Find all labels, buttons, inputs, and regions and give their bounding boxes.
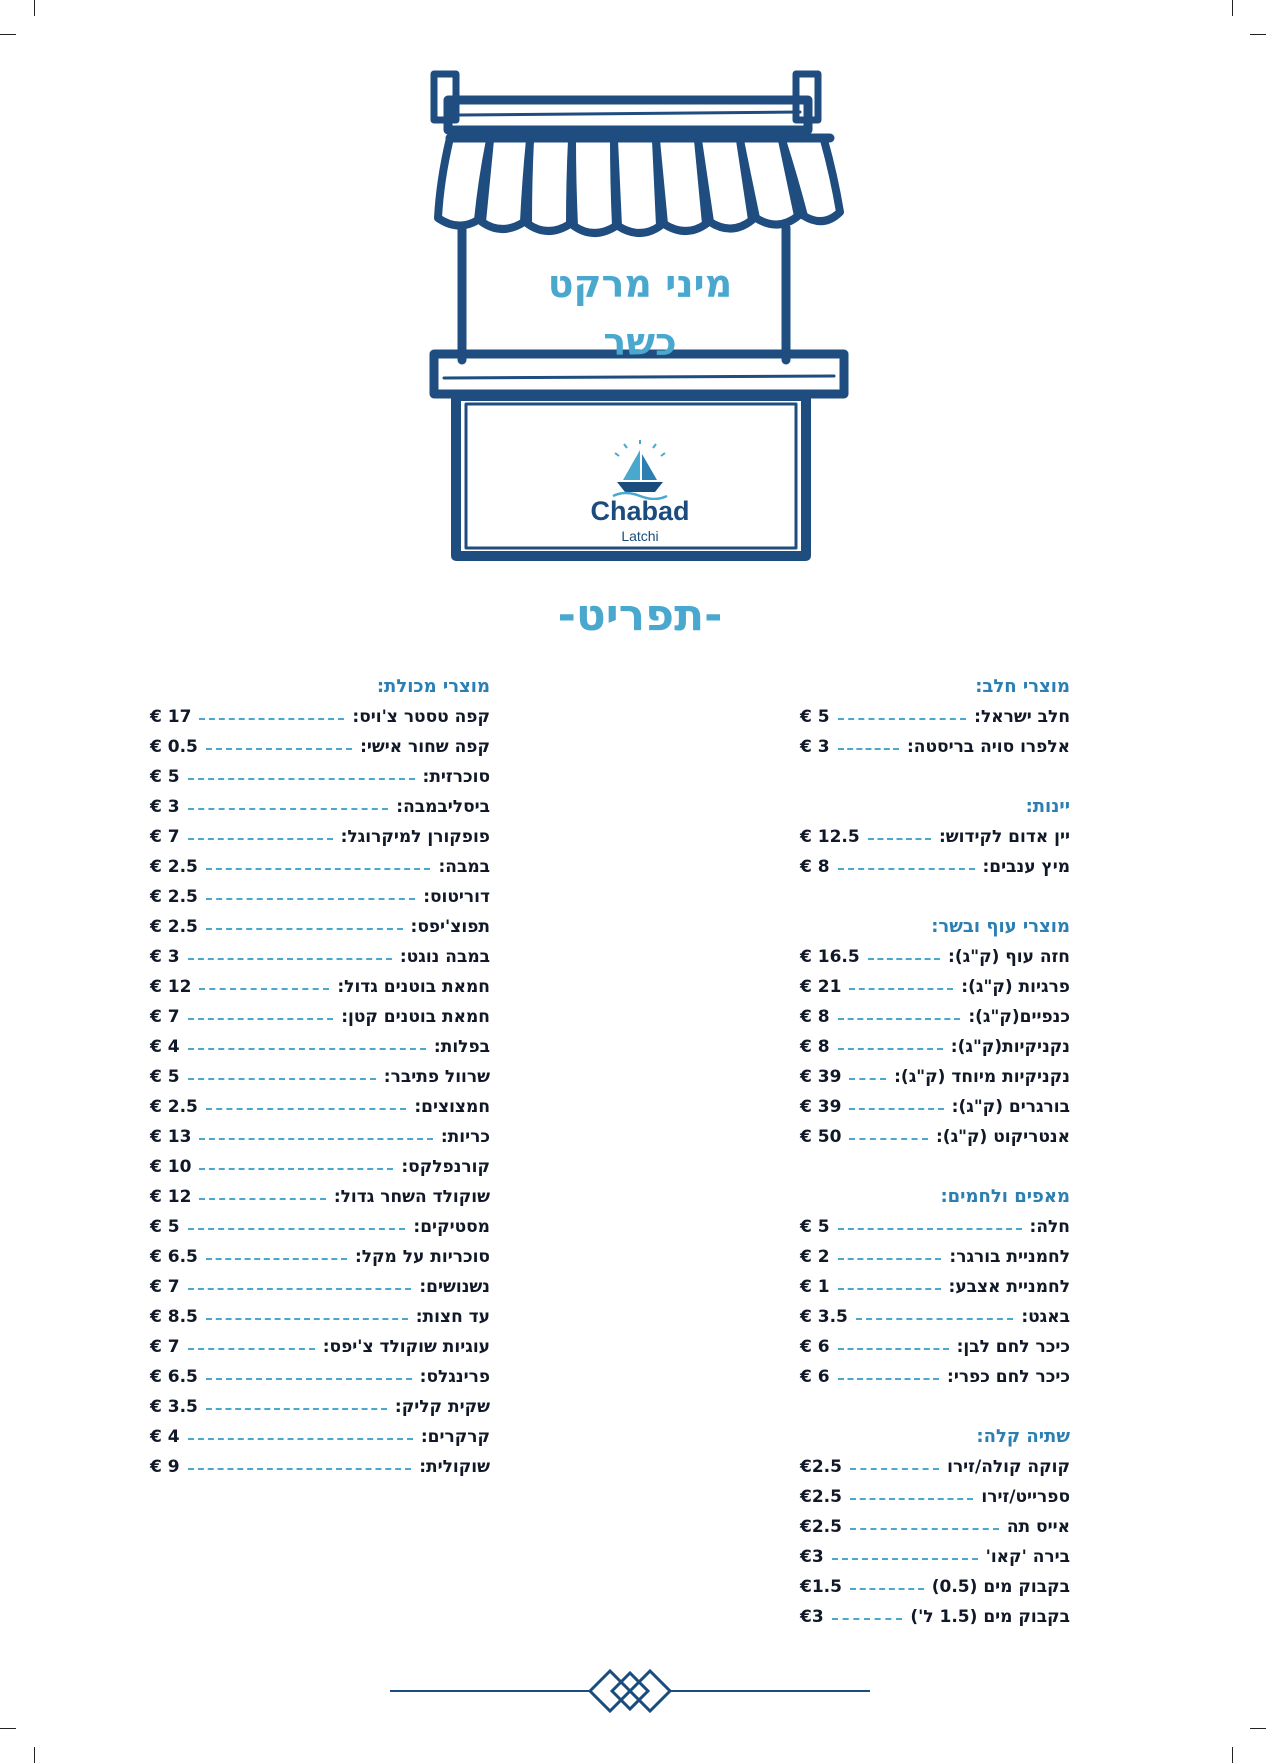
dotted-leader	[188, 838, 333, 840]
menu-item-name: כנפיים(ק"ג):	[968, 1007, 1070, 1027]
menu-item-price: € 3	[150, 797, 180, 817]
menu-item	[800, 1482, 1070, 1512]
menu-item	[800, 1002, 1070, 1032]
menu-item-name: בורגרים (ק"ג):	[951, 1097, 1070, 1117]
menu-item-name: חזה עוף (ק"ג):	[948, 947, 1070, 967]
dotted-leader	[206, 1318, 408, 1320]
menu-item-name: חמאת בוטנים גדול:	[337, 977, 490, 997]
menu-item	[800, 942, 1070, 972]
dotted-leader	[188, 1348, 315, 1350]
menu-item-price: € 39	[800, 1097, 842, 1117]
section-gap	[800, 882, 1070, 912]
menu-item-price: €2.5	[800, 1457, 842, 1477]
menu-item-price: € 3	[150, 947, 180, 967]
menu-item-name: פרינגלס:	[419, 1367, 490, 1387]
menu-item-price: € 7	[150, 1277, 180, 1297]
menu-item	[150, 942, 490, 972]
menu-item-price: € 13	[150, 1127, 192, 1147]
menu-item	[800, 822, 1070, 852]
menu-column-right	[800, 672, 1070, 1632]
menu-item-price: € 7	[150, 1337, 180, 1357]
menu-item	[800, 1092, 1070, 1122]
menu-item	[150, 912, 490, 942]
menu-item	[150, 1422, 490, 1452]
menu-item-name: אלפרו סויה בריסטה:	[906, 737, 1070, 757]
menu-item	[150, 702, 490, 732]
menu-item	[150, 882, 490, 912]
dotted-leader	[188, 808, 389, 810]
menu-item-price: € 4	[150, 1037, 180, 1057]
menu-item	[800, 1542, 1070, 1572]
dotted-leader	[849, 988, 953, 990]
menu-item	[150, 1062, 490, 1092]
menu-item	[150, 1092, 490, 1122]
menu-item	[150, 1152, 490, 1182]
menu-item-price: € 8	[800, 1007, 830, 1027]
menu-item-name: בירה 'קאו'	[985, 1547, 1070, 1567]
menu-item-name: שוקולד השחר גדול:	[333, 1187, 490, 1207]
menu-item-price: € 21	[800, 977, 842, 997]
menu-item-price: € 2.5	[150, 857, 198, 877]
menu-item-price: € 3.5	[800, 1307, 848, 1327]
dotted-leader	[188, 958, 392, 960]
menu-item-name: מיץ ענבים:	[982, 857, 1070, 877]
menu-item	[800, 1362, 1070, 1392]
dotted-leader	[838, 1018, 961, 1020]
menu-item	[150, 1452, 490, 1482]
menu-item-price: € 0.5	[150, 737, 198, 757]
menu-item-price: €3	[800, 1607, 824, 1627]
menu-item-name: כיכר לחם לבן:	[956, 1337, 1070, 1357]
menu-item-name: עוגיות שוקולד צ'יפס:	[322, 1337, 490, 1357]
section-title: מאפים ולחמים:	[940, 1186, 1070, 1207]
menu-item-name: סוכריות על מקל:	[354, 1247, 490, 1267]
section-title: מוצרי מכולת:	[376, 676, 490, 697]
section-title: יינות:	[1025, 796, 1070, 817]
menu-item-price: € 5	[150, 1217, 180, 1237]
menu-item	[800, 972, 1070, 1002]
menu-item-name: כיכר לחם כפרי:	[947, 1367, 1070, 1387]
menu-item-price: € 6.5	[150, 1367, 198, 1387]
dotted-leader	[206, 1108, 406, 1110]
dotted-leader	[838, 718, 967, 720]
shop-title-line2: כשר	[603, 320, 677, 364]
menu-item-name: אייס תה	[1006, 1517, 1070, 1537]
menu-item-name: ספרייט/זירו	[981, 1487, 1070, 1507]
menu-item-price: € 39	[800, 1067, 842, 1087]
menu-item-price: €1.5	[800, 1577, 842, 1597]
menu-item-price: € 8.5	[150, 1307, 198, 1327]
menu-item-name: קפה טסטר צ'ויס:	[352, 707, 490, 727]
menu-item	[150, 762, 490, 792]
menu-item	[800, 1572, 1070, 1602]
dotted-leader	[838, 868, 975, 870]
dotted-leader	[849, 1108, 943, 1110]
menu-item	[150, 1212, 490, 1242]
dotted-leader	[856, 1318, 1013, 1320]
menu-item-name: פרגיות (ק"ג):	[961, 977, 1070, 997]
dotted-leader	[188, 1438, 413, 1440]
menu-item-name: בקבוק מים (1.5 ל')	[910, 1607, 1070, 1627]
menu-item	[800, 1332, 1070, 1362]
dotted-leader	[832, 1618, 903, 1620]
menu-item-price: € 5	[150, 1067, 180, 1087]
menu-item	[800, 1032, 1070, 1062]
dotted-leader	[206, 868, 431, 870]
crop-mark	[0, 34, 16, 35]
menu-item-price: € 1	[800, 1277, 830, 1297]
menu-item-price: € 2	[800, 1247, 830, 1267]
menu-item-price: € 10	[150, 1157, 192, 1177]
menu-item-name: נקניקיות(ק"ג):	[950, 1037, 1070, 1057]
menu-item-name: לחמניית אצבע:	[948, 1277, 1070, 1297]
menu-item-price: € 16.5	[800, 947, 860, 967]
menu-item-name: נשנושים:	[419, 1277, 490, 1297]
menu-item-name: באגט:	[1021, 1307, 1070, 1327]
crop-mark	[0, 1728, 16, 1729]
menu-item	[150, 1302, 490, 1332]
menu-item-name: מסטיקים:	[413, 1217, 490, 1237]
dotted-leader	[206, 748, 352, 750]
menu-item-name: חלב ישראל:	[974, 707, 1070, 727]
menu-item-price: € 2.5	[150, 917, 198, 937]
menu-item-name: שרוול פתיבר:	[383, 1067, 490, 1087]
menu-item-name: קוקה קולה/זירו	[947, 1457, 1070, 1477]
menu-item-name: לחמניית בורגר:	[949, 1247, 1070, 1267]
dotted-leader	[199, 1198, 325, 1200]
menu-item-price: € 6.5	[150, 1247, 198, 1267]
menu-item-name: דוריטוס:	[423, 887, 490, 907]
menu-item-price: € 2.5	[150, 1097, 198, 1117]
menu-item-name: קפה שחור אישי:	[360, 737, 490, 757]
menu-item	[800, 852, 1070, 882]
dotted-leader	[188, 1468, 412, 1470]
menu-item-price: € 8	[800, 857, 830, 877]
crop-mark	[1250, 34, 1266, 35]
menu-item-name: ביסליבמבה:	[396, 797, 490, 817]
dotted-leader	[850, 1528, 999, 1530]
menu-item-price: € 3.5	[150, 1397, 198, 1417]
menu-item	[150, 822, 490, 852]
dotted-leader	[199, 1138, 432, 1140]
dotted-leader	[188, 1288, 412, 1290]
menu-item	[800, 1512, 1070, 1542]
menu-item	[150, 1332, 490, 1362]
dotted-leader	[206, 898, 415, 900]
menu-item	[800, 1122, 1070, 1152]
menu-item-name: כריות:	[440, 1127, 490, 1147]
dotted-leader	[849, 1138, 928, 1140]
dotted-leader	[206, 1258, 347, 1260]
menu-item-name: קורנפלקס:	[401, 1157, 490, 1177]
menu-item	[800, 1452, 1070, 1482]
section-title: מוצרי חלב:	[975, 676, 1070, 697]
menu-item-name: פופקורן למיקרוגל:	[340, 827, 490, 847]
menu-item	[150, 1182, 490, 1212]
menu-item-price: € 17	[150, 707, 192, 727]
dotted-leader	[838, 1378, 939, 1380]
crop-mark	[1232, 1747, 1233, 1763]
crop-mark	[34, 0, 35, 16]
menu-item	[150, 1362, 490, 1392]
menu-item-price: € 5	[800, 707, 830, 727]
shop-title-line1: מיני מרקט	[547, 262, 733, 306]
dotted-leader	[206, 1378, 412, 1380]
menu-item-price: € 8	[800, 1037, 830, 1057]
menu-item-price: € 4	[150, 1427, 180, 1447]
menu-item	[800, 702, 1070, 732]
section-gap	[800, 762, 1070, 792]
dotted-leader	[868, 838, 931, 840]
menu-item-name: עד חצות:	[415, 1307, 490, 1327]
dotted-leader	[206, 928, 403, 930]
dotted-leader	[188, 778, 415, 780]
menu-item-price: € 6	[800, 1337, 830, 1357]
menu-item	[150, 1272, 490, 1302]
dotted-leader	[188, 1228, 406, 1230]
dotted-leader	[838, 1228, 1022, 1230]
menu-item-name: חלה:	[1029, 1217, 1070, 1237]
section-title: מוצרי עוף ובשר:	[931, 916, 1070, 937]
dotted-leader	[850, 1588, 924, 1590]
menu-section	[800, 792, 1070, 882]
dotted-leader	[838, 1348, 949, 1350]
menu-item	[150, 972, 490, 1002]
menu-item-price: € 6	[800, 1367, 830, 1387]
menu-item-price: € 7	[150, 827, 180, 847]
menu-title: -תפריט-	[557, 590, 723, 641]
menu-item-price: €3	[800, 1547, 824, 1567]
menu-item-price: € 50	[800, 1127, 842, 1147]
menu-item-name: קרקרים:	[420, 1427, 490, 1447]
menu-item	[800, 732, 1070, 762]
dotted-leader	[850, 1468, 939, 1470]
dotted-leader	[838, 748, 899, 750]
menu-item-price: € 12	[150, 977, 192, 997]
menu-item-name: במבה:	[438, 857, 490, 877]
menu-item	[150, 1392, 490, 1422]
menu-item	[800, 1242, 1070, 1272]
chabad-boat-logo-icon	[585, 440, 695, 500]
menu-item-price: € 9	[150, 1457, 180, 1477]
dotted-leader	[868, 958, 940, 960]
chabad-logo	[585, 440, 695, 550]
dotted-leader	[188, 1018, 334, 1020]
menu-column-left	[150, 672, 490, 1482]
menu-item	[800, 1272, 1070, 1302]
menu-section	[800, 672, 1070, 762]
menu-item	[150, 852, 490, 882]
menu-item-name: אנטריקוט (ק"ג):	[936, 1127, 1070, 1147]
crop-mark	[1250, 1728, 1266, 1729]
section-gap	[800, 1392, 1070, 1422]
section-gap	[800, 1152, 1070, 1182]
menu-item	[800, 1062, 1070, 1092]
dotted-leader	[838, 1048, 943, 1050]
menu-item-name: חמאת בוטנים קטן:	[341, 1007, 490, 1027]
menu-item	[150, 1002, 490, 1032]
menu-item-name: בפלות:	[433, 1037, 490, 1057]
logo-subtitle: Latchi	[621, 528, 659, 544]
dotted-leader	[199, 1168, 393, 1170]
menu-item-name: שוקולית:	[419, 1457, 490, 1477]
menu-section	[800, 912, 1070, 1152]
menu-item-name: סוכרזית:	[422, 767, 490, 787]
dotted-leader	[849, 1078, 886, 1080]
menu-item-price: € 12	[150, 1187, 192, 1207]
menu-section	[800, 1422, 1070, 1632]
dotted-leader	[838, 1288, 941, 1290]
dotted-leader	[850, 1498, 973, 1500]
menu-item	[800, 1302, 1070, 1332]
menu-item-price: € 5	[150, 767, 180, 787]
menu-item-name: תפוצ'יפס:	[410, 917, 490, 937]
menu-item-price: €2.5	[800, 1517, 842, 1537]
menu-item-price: € 7	[150, 1007, 180, 1027]
section-title: שתיה קלה:	[976, 1426, 1070, 1447]
menu-item	[800, 1212, 1070, 1242]
footer-diamond-ornament-icon	[390, 1662, 870, 1720]
menu-item	[150, 1122, 490, 1152]
crop-mark	[34, 1747, 35, 1763]
menu-item-price: € 5	[800, 1217, 830, 1237]
menu-item	[150, 1032, 490, 1062]
dotted-leader	[199, 718, 344, 720]
crop-mark	[1232, 0, 1233, 16]
dotted-leader	[199, 988, 329, 990]
menu-item-name: שקית קליק:	[394, 1397, 490, 1417]
menu-item-name: במבה נוגט:	[399, 947, 490, 967]
logo-wordmark: Chabad	[590, 496, 690, 526]
menu-item	[150, 732, 490, 762]
menu-item-name: יין אדום לקידוש:	[938, 827, 1070, 847]
menu-item-price: €2.5	[800, 1487, 842, 1507]
menu-section	[800, 1182, 1070, 1392]
menu-item-name: בקבוק מים (0.5)	[931, 1577, 1070, 1597]
menu-item-price: € 12.5	[800, 827, 860, 847]
dotted-leader	[832, 1558, 978, 1560]
dotted-leader	[188, 1078, 376, 1080]
dotted-leader	[188, 1048, 426, 1050]
menu-item-price: € 3	[800, 737, 830, 757]
menu-item	[150, 792, 490, 822]
menu-item-price: € 2.5	[150, 887, 198, 907]
menu-item-name: חמצוצים:	[414, 1097, 490, 1117]
dotted-leader	[206, 1408, 387, 1410]
menu-item	[800, 1602, 1070, 1632]
menu-item-name: נקניקיות מיוחד (ק"ג):	[894, 1067, 1070, 1087]
dotted-leader	[838, 1258, 942, 1260]
menu-item	[150, 1242, 490, 1272]
